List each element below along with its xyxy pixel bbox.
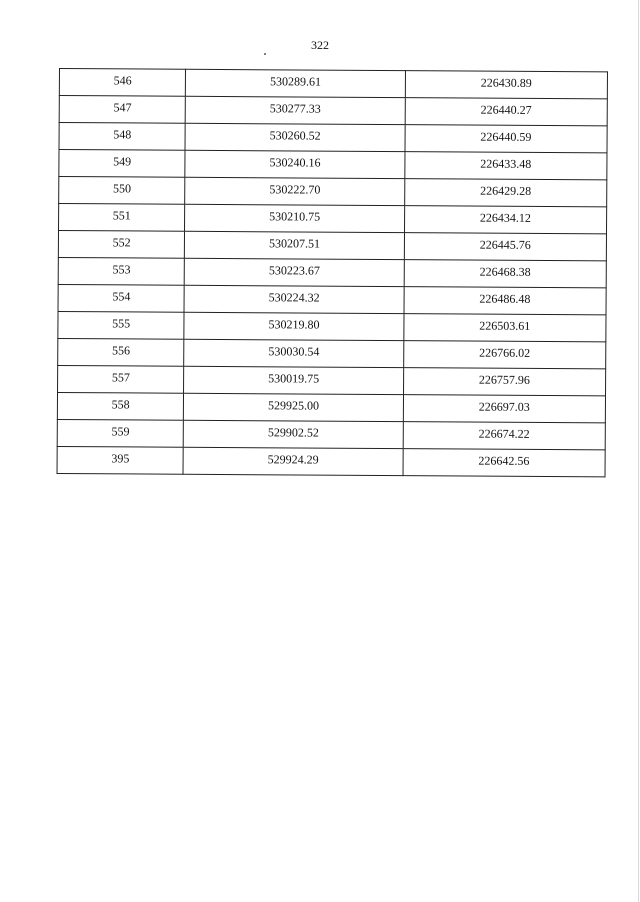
x-coordinate-cell [184,447,403,475]
point-id: 546 [113,73,132,88]
x-coordinate: 529902.52 [267,425,319,440]
coordinates-table [57,68,608,477]
x-coordinate: 530019.75 [268,371,320,386]
y-coordinate: 226430.89 [480,75,532,90]
point-id: 551 [112,208,131,223]
y-coordinate-cell [405,125,607,153]
point-id-cell [58,311,185,339]
point-id-cell [59,150,186,178]
point-id: 557 [111,370,130,385]
point-id-cell [57,419,184,447]
y-coordinate-cell [404,287,606,315]
x-coordinate: 530210.75 [269,209,321,224]
table-row [59,96,607,126]
scan-speck [264,53,266,55]
table-row [57,392,605,422]
y-coordinate-cell [403,422,605,450]
point-id-cell [59,96,186,124]
x-coordinate-cell [185,258,404,286]
x-coordinate-cell [185,150,404,178]
coordinates-table-body [57,69,607,477]
y-coordinate: 226433.48 [480,156,532,171]
y-coordinate: 226674.22 [478,426,530,441]
y-coordinate-cell [405,152,607,180]
point-id-cell [57,446,184,474]
x-coordinate: 530277.33 [269,101,321,116]
table-row [58,365,606,395]
x-coordinate: 530260.52 [269,128,321,143]
point-id: 547 [113,100,132,115]
x-coordinate-cell [184,366,403,394]
x-coordinate-cell [184,285,403,313]
point-id-cell [58,257,185,285]
point-id-cell [58,231,185,259]
point-id-cell [59,69,186,97]
table-row [57,446,605,476]
page-edge [638,0,639,902]
y-coordinate-cell [405,98,607,126]
y-coordinate-cell [404,233,606,261]
y-coordinate-cell [404,260,606,288]
point-id: 550 [112,181,132,196]
point-id: 553 [112,262,131,277]
point-id-cell [58,284,185,312]
y-coordinate-cell [403,449,605,477]
x-coordinate: 530207.51 [268,236,321,251]
point-id: 548 [113,127,132,142]
table-row [58,231,606,261]
table-row [59,150,607,180]
table-row [59,69,607,99]
point-id: 395 [111,451,130,466]
y-coordinate-cell [403,395,605,423]
y-coordinate: 226503.61 [479,318,531,333]
x-coordinate: 530289.61 [269,74,322,89]
point-id-cell [57,392,184,420]
x-coordinate: 530240.16 [269,155,321,170]
x-coordinate: 530223.67 [268,263,320,278]
y-coordinate: 226486.48 [479,291,531,306]
y-coordinate: 226642.56 [478,453,530,468]
x-coordinate-cell [185,123,404,151]
y-coordinate: 226440.27 [480,102,532,117]
y-coordinate-cell [404,179,606,207]
y-coordinate: 226468.38 [479,264,531,279]
y-coordinate: 226440.59 [480,129,532,144]
y-coordinate: 226429.28 [480,183,532,198]
x-coordinate-cell [184,312,403,340]
point-id-cell [59,204,186,232]
x-coordinate-cell [185,204,404,232]
x-coordinate-cell [186,69,405,97]
table-row [58,338,606,368]
x-coordinate-cell [185,177,404,205]
table-row [59,177,607,207]
point-id: 552 [112,235,131,250]
table-row [58,284,606,314]
page-number: 322 [311,38,329,52]
table-row [59,204,607,234]
table-row [58,311,606,341]
point-id-cell [59,177,186,205]
point-id-cell [58,338,185,366]
point-id: 555 [112,316,131,331]
point-id: 559 [111,424,130,439]
table-row [58,257,606,287]
x-coordinate-cell [184,339,403,367]
x-coordinate-cell [186,96,405,124]
y-coordinate-cell [403,341,605,369]
x-coordinate-cell [185,231,404,259]
x-coordinate: 530224.32 [268,290,320,305]
x-coordinate-cell [184,420,403,448]
x-coordinate: 530222.70 [269,182,321,197]
x-coordinate: 529924.29 [267,452,319,467]
y-coordinate: 226766.02 [479,345,531,360]
x-coordinate: 529925.00 [267,398,320,413]
x-coordinate: 530030.54 [268,344,320,359]
y-coordinate: 226434.12 [479,210,531,225]
y-coordinate: 226697.03 [478,399,530,414]
x-coordinate-cell [184,393,403,421]
y-coordinate-cell [404,206,606,234]
point-id: 556 [111,343,131,358]
y-coordinate-cell [404,314,606,342]
table-row [59,123,607,153]
point-id-cell [59,123,186,151]
y-coordinate-cell [403,368,605,396]
y-coordinate: 226757.96 [478,372,530,387]
x-coordinate: 530219.80 [268,317,320,332]
point-id: 558 [111,397,130,412]
table-row [57,419,605,449]
y-coordinate: 226445.76 [479,237,531,252]
y-coordinate-cell [405,71,607,99]
point-id: 549 [113,154,132,169]
point-id: 554 [112,289,131,304]
point-id-cell [58,365,185,393]
